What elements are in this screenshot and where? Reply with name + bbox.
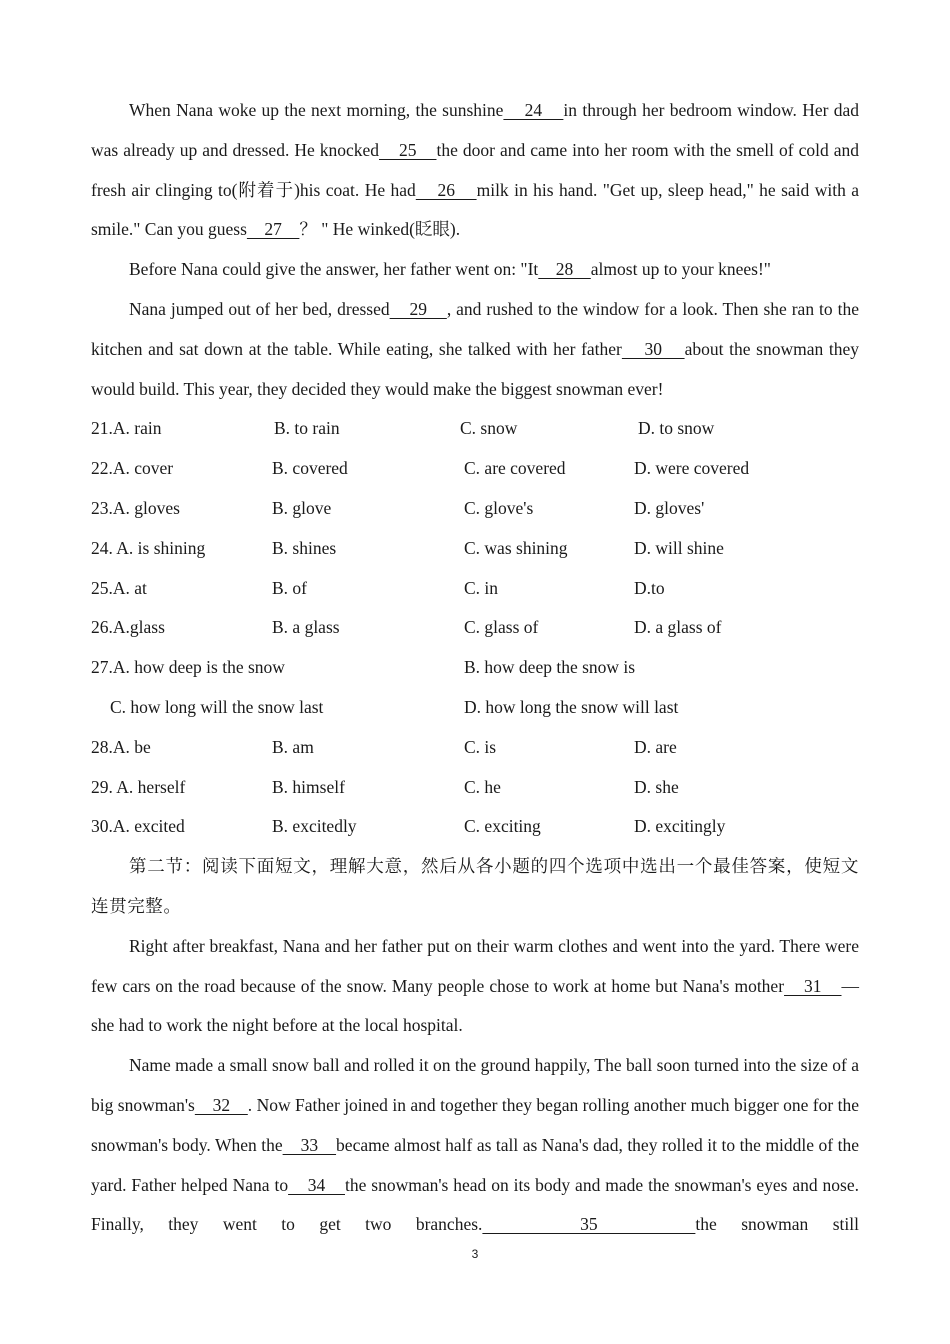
blank-29: 29	[389, 298, 447, 319]
document-page	[91, 91, 859, 1245]
option-c: C. glove's	[464, 497, 534, 518]
option-a: 30.A. excited	[91, 816, 185, 837]
option-d: D. she	[634, 776, 679, 797]
option-b: B. how deep the snow is	[464, 657, 636, 678]
option-b: B. am	[272, 736, 314, 757]
blank-25: 25	[379, 139, 437, 160]
blank-24: 24	[503, 100, 564, 120]
option-d: D. excitingly	[634, 816, 726, 837]
passage1-paragraph-1: When Nana woke up the next morning, the sunshine 24 in through her bedroom window. Her dad was already up and dressed. He knocked 25 the door and came into her room with the smell of cold and fresh air clinging to(附着于)his coat. He had 26 milk in his hand. "Get up, sleep head," he said with a smile." Can you guess 27 ？ " He winked(眨眼).	[91, 100, 860, 240]
option-a: 29. A. herself	[91, 776, 186, 797]
option-b: B. glove	[272, 497, 332, 518]
option-b: B. to rain	[274, 418, 340, 439]
option-c: C. snow	[460, 418, 518, 439]
option-a: 21.A. rain	[91, 418, 162, 439]
blank-30: 30	[621, 338, 685, 359]
question-27-row-2	[91, 688, 859, 728]
section-2-instruction: 第二节：阅读下面短文，理解大意，然后从各小题的四个选项中选出一个最佳答案，使短文连贯完整。	[91, 856, 859, 916]
blank-34: 34	[288, 1174, 345, 1195]
option-b: B. excitedly	[272, 816, 357, 837]
option-c: C. in	[464, 577, 499, 598]
passage1-paragraph-2: Before Nana could give the answer, her father went on: "It 28 almost up to your knees!"	[129, 259, 771, 280]
blank-33: 33	[282, 1134, 337, 1155]
option-a: 22.A. cover	[91, 458, 174, 479]
question-29	[91, 768, 859, 808]
option-a: 27.A. how deep is the snow	[91, 657, 285, 678]
option-b: B. shines	[272, 537, 337, 558]
option-d: D.to	[634, 577, 665, 598]
option-c: C. is	[464, 736, 497, 757]
question-27-row-1	[91, 648, 859, 688]
option-c: C. glass of	[464, 617, 539, 638]
option-d: D. were covered	[634, 458, 750, 479]
passage2-paragraph-1: Right after breakfast, Nana and her father put on their warm clothes and went into the yard. There were few cars on the road because of the snow. Many people chose to work at home but Nana's mother 31 —she had to work the night before at the local hospital.	[91, 935, 859, 1036]
option-c: C. are covered	[464, 458, 566, 479]
option-b: B. of	[272, 577, 307, 598]
blank-31: 31	[784, 975, 842, 996]
option-d: D. will shine	[634, 537, 724, 558]
blank-27: 27	[246, 219, 300, 240]
question-28	[91, 728, 859, 768]
question-23	[91, 489, 859, 529]
option-d: D. gloves'	[634, 497, 705, 518]
page-number: 3	[471, 1247, 479, 1261]
question-options-list	[91, 409, 859, 847]
blank-35: 35	[482, 1214, 696, 1235]
passage1-paragraph-3: Nana jumped out of her bed, dressed 29 , and rushed to the window for a look. Then she ran to the kitchen and sat down at the table. While eating, she talked with her father 30 about the snowman they would build. This year, they decided they would make the biggest snowman ever!	[91, 298, 859, 399]
option-d: D. are	[634, 736, 677, 757]
passage2-paragraph-2: Name made a small snow ball and rolled it on the ground happily, The ball soon turned into the size of a big snowman's 32 . Now Father joined in and together they began rolling another much bigger one for the snowman's body. When the 33 became almost half as tall as Nana's dad, they rolled it to the middle of the yard. Father helped Nana to 34 the snowman's head on its body and made the snowman's eyes and nose. Finally, they went to get two branches. 35 the snowman still	[91, 1055, 860, 1235]
option-a: 24. A. is shining	[91, 537, 206, 558]
option-b: B. covered	[272, 458, 348, 479]
option-c: C. was shining	[464, 537, 568, 558]
question-21	[91, 409, 859, 449]
option-d: D. a glass of	[634, 617, 722, 638]
question-22	[91, 449, 859, 489]
option-a: 26.A.glass	[91, 617, 165, 638]
question-30	[91, 807, 859, 847]
blank-32: 32	[194, 1094, 248, 1115]
option-b: B. himself	[272, 776, 345, 797]
question-24	[91, 529, 859, 569]
question-26	[91, 608, 859, 648]
blank-26: 26	[415, 179, 477, 200]
option-d: D. to snow	[638, 418, 715, 439]
option-c: C. how long will the snow last	[110, 696, 324, 717]
option-a: 23.A. gloves	[91, 497, 180, 518]
blank-28: 28	[538, 259, 591, 280]
option-b: B. a glass	[272, 617, 340, 638]
option-a: 28.A. be	[91, 736, 151, 757]
question-25	[91, 569, 859, 609]
option-c: C. he	[464, 776, 501, 797]
option-a: 25.A. at	[91, 577, 147, 598]
option-d: D. how long the snow will last	[464, 696, 679, 717]
option-c: C. exciting	[464, 816, 541, 837]
